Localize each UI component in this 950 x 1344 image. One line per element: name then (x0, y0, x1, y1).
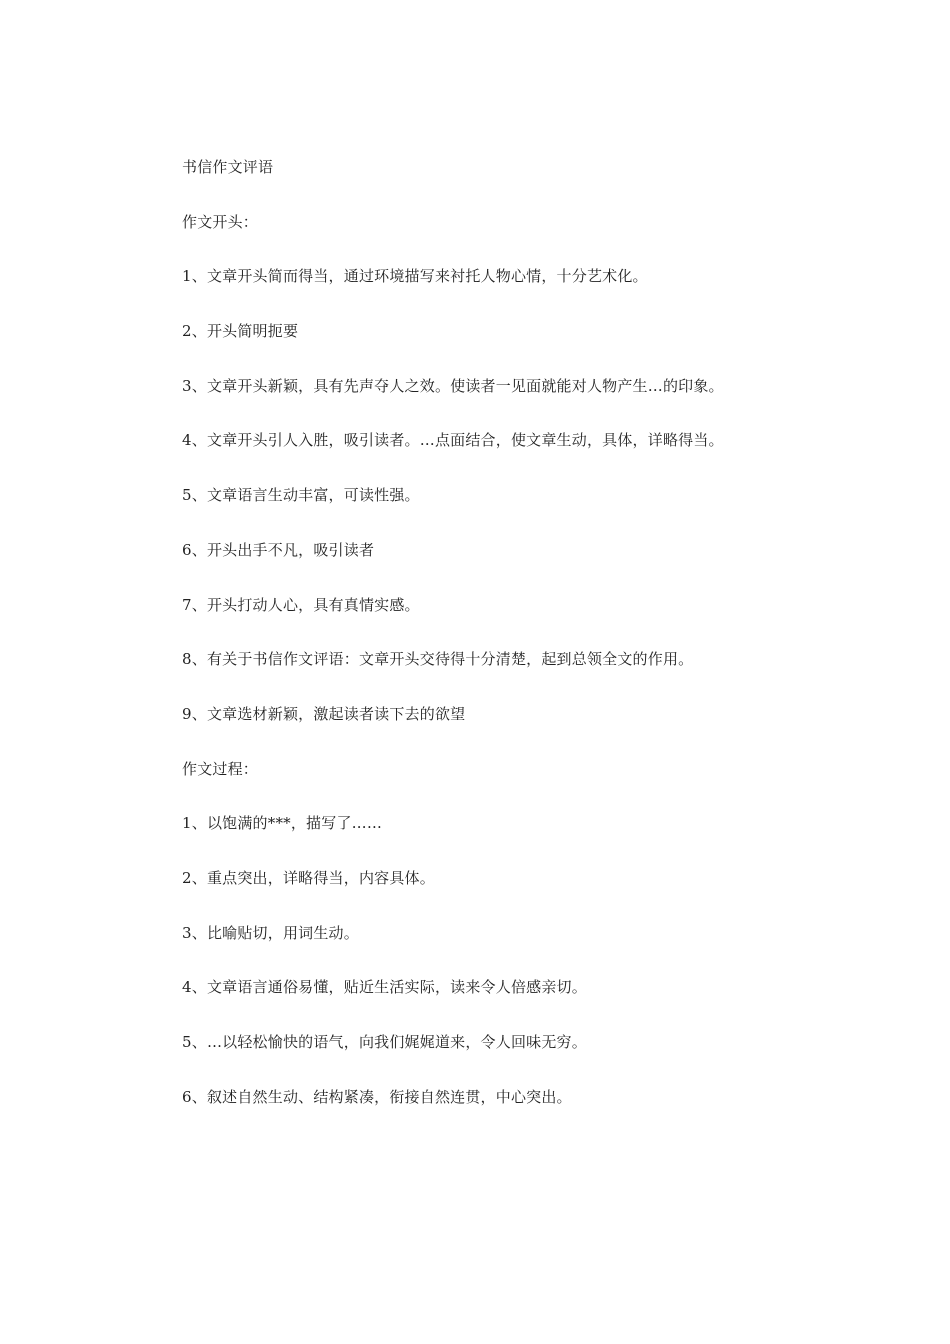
opening-item-3: 3、文章开头新颖，具有先声夺人之效。使读者一见面就能对人物产生…的印象。 (182, 376, 724, 395)
opening-item-2: 2、开头简明扼要 (182, 322, 299, 341)
opening-item-9: 9、文章选材新颖，激起读者读下去的欲望 (182, 704, 466, 723)
document-body (182, 152, 882, 1136)
process-item-6: 6、叙述自然生动、结构紧凑，衔接自然连贯，中心突出。 (182, 1087, 572, 1106)
document-title: 书信作文评语 (182, 158, 274, 176)
process-item-2: 2、重点突出，详略得当，内容具体。 (182, 868, 435, 887)
opening-item-7: 7、开头打动人心，具有真情实感。 (182, 595, 420, 614)
process-heading: 作文过程： (182, 759, 259, 778)
process-item-5: 5、…以轻松愉快的语气，向我们娓娓道来，令人回味无穷。 (182, 1033, 587, 1051)
opening-item-5: 5、文章语言生动丰富，可读性强。 (182, 486, 420, 505)
process-item-4: 4、文章语言通俗易懂，贴近生活实际，读来令人倍感亲切。 (182, 978, 587, 997)
opening-item-4: 4、文章开头引人入胜，吸引读者。…点面结合，使文章生动，具体，详略得当。 (182, 431, 724, 450)
opening-item-8: 8、有关于书信作文评语：文章开头交待得十分清楚，起到总领全文的作用。 (182, 650, 694, 669)
process-item-1: 1、以饱满的***，描写了…… (182, 814, 383, 833)
opening-item-6: 6、开头出手不凡，吸引读者 (182, 540, 375, 559)
opening-heading: 作文开头： (182, 212, 259, 231)
opening-item-1: 1、文章开头简而得当，通过环境描写来衬托人物心情，十分艺术化。 (182, 267, 648, 286)
process-item-3: 3、比喻贴切，用词生动。 (182, 923, 359, 942)
